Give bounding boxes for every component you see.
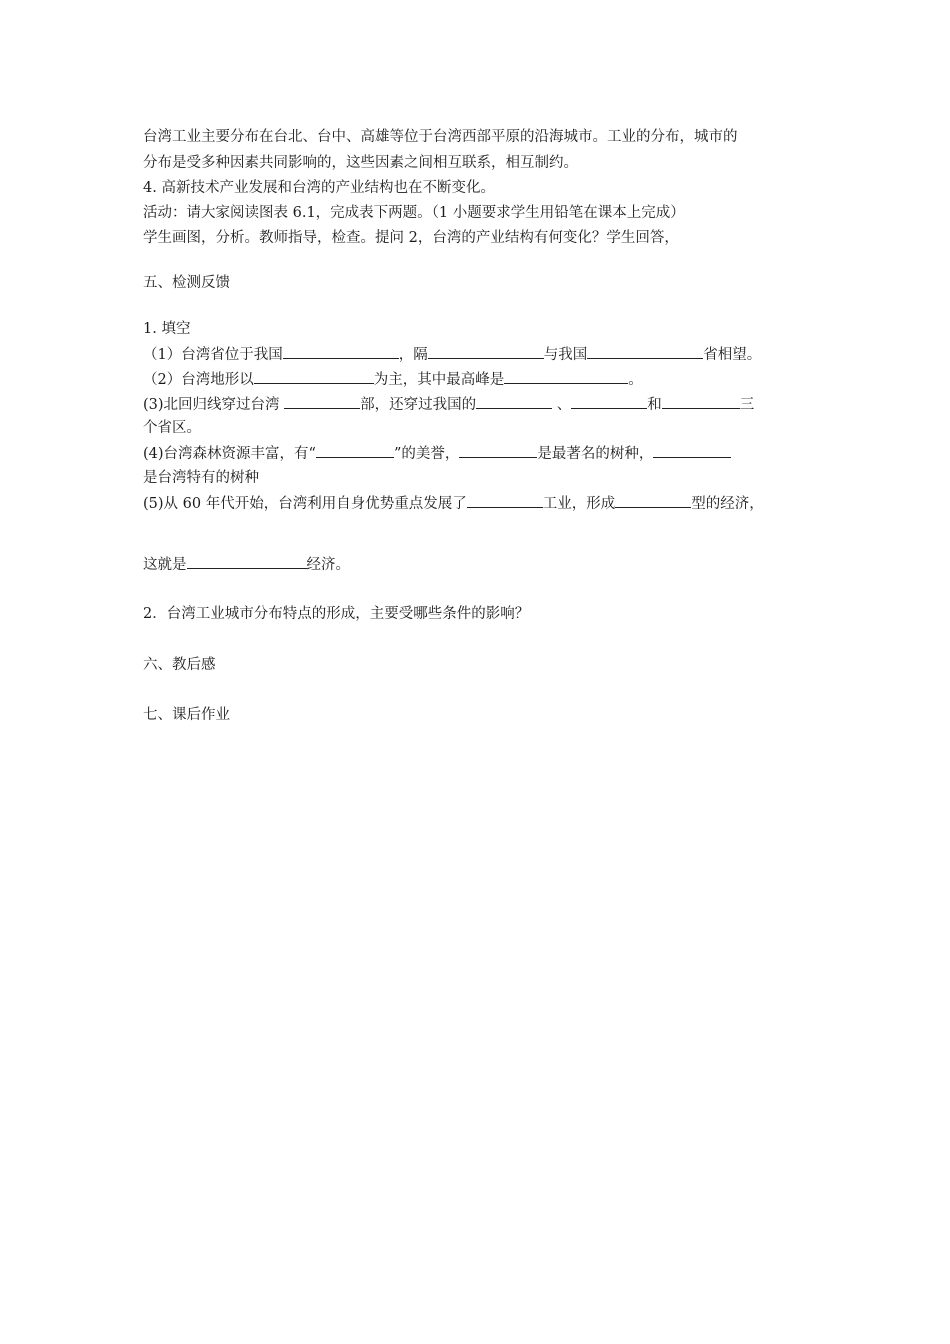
q1-5-text-b: 工业，形成 (542, 496, 616, 512)
question-1-title: 1. 填空 (143, 321, 191, 337)
q1-3-text-d: 和 (647, 397, 662, 413)
fill-blank[interactable] (653, 443, 731, 458)
q1-3-text-a: (3)北回归线穿过台湾 (143, 397, 285, 413)
question-1-1 (143, 344, 761, 365)
q1-3-text-b: 部，还穿过我国的 (360, 397, 477, 413)
fill-blank[interactable] (283, 344, 399, 359)
fill-blank[interactable] (662, 394, 740, 409)
question-1-5-continued (143, 554, 350, 575)
fill-blank[interactable] (476, 394, 552, 409)
fill-blank[interactable] (459, 443, 537, 458)
intro-line-4: 活动：请大家阅读图表 6.1，完成表下两题。（1 小题要求学生用铅笔在课本上完成） (143, 205, 685, 221)
question-1-5 (143, 493, 764, 514)
question-1-4-continued: 是台湾特有的树种 (143, 470, 259, 486)
q1-4-text-a: (4)台湾森林资源丰富，有“ (143, 446, 316, 462)
intro-line-5: 学生画图，分析。教师指导，检查。提问 2，台湾的产业结构有何变化？学生回答， (143, 230, 679, 246)
fill-blank[interactable] (187, 554, 307, 569)
intro-line-1: 台湾工业主要分布在台北、台中、高雄等位于台湾西部平原的沿海城市。工业的分布，城市的 (143, 129, 738, 145)
q1-1-text-a: （1）台湾省位于我国 (143, 347, 283, 363)
fill-blank[interactable] (428, 344, 544, 359)
q1-5-text-e: 经济。 (306, 557, 350, 573)
question-1-4 (143, 443, 731, 464)
intro-line-2: 分布是受多种因素共同影响的，这些因素之间相互联系，相互制约。 (143, 155, 578, 171)
q1-2-text-c: 。 (628, 372, 643, 388)
fill-blank[interactable] (254, 369, 374, 384)
fill-blank[interactable] (571, 394, 647, 409)
intro-line-3: 4. 高新技术产业发展和台湾的产业结构也在不断变化。 (143, 180, 495, 196)
q1-1-text-c: 与我国 (543, 347, 588, 363)
question-1-3-continued: 个省区。 (143, 420, 201, 436)
section-5-heading: 五、检测反馈 (143, 275, 230, 291)
fill-blank[interactable] (615, 493, 691, 508)
question-1-2 (143, 369, 643, 390)
q1-5-text-d: 这就是 (143, 557, 187, 573)
q1-2-text-a: （2）台湾地形以 (143, 372, 254, 388)
fill-blank[interactable] (467, 493, 543, 508)
q1-4-text-c: 是最著名的树种， (537, 446, 654, 462)
q1-4-text-b: ”的美誉， (393, 446, 460, 462)
q1-2-text-b: 为主，其中最高峰是 (373, 372, 505, 388)
fill-blank[interactable] (587, 344, 703, 359)
q1-1-text-d: 省相望。 (703, 347, 762, 363)
q1-5-text-c: 型的经济， (691, 496, 764, 512)
fill-blank[interactable] (284, 394, 360, 409)
question-1-3 (143, 394, 754, 415)
q1-3-text-c: 、 (552, 397, 572, 413)
fill-blank[interactable] (316, 443, 394, 458)
q1-1-text-b: ，隔 (398, 347, 428, 363)
section-6-heading: 六、教后感 (143, 657, 216, 673)
q1-5-text-a: (5)从 60 年代开始，台湾利用自身优势重点发展了 (143, 496, 467, 512)
q1-3-text-e: 三 (739, 397, 755, 413)
section-7-heading: 七、课后作业 (143, 707, 230, 723)
fill-blank[interactable] (504, 369, 628, 384)
question-2: 2．台湾工业城市分布特点的形成，主要受哪些条件的影响？ (143, 606, 530, 622)
